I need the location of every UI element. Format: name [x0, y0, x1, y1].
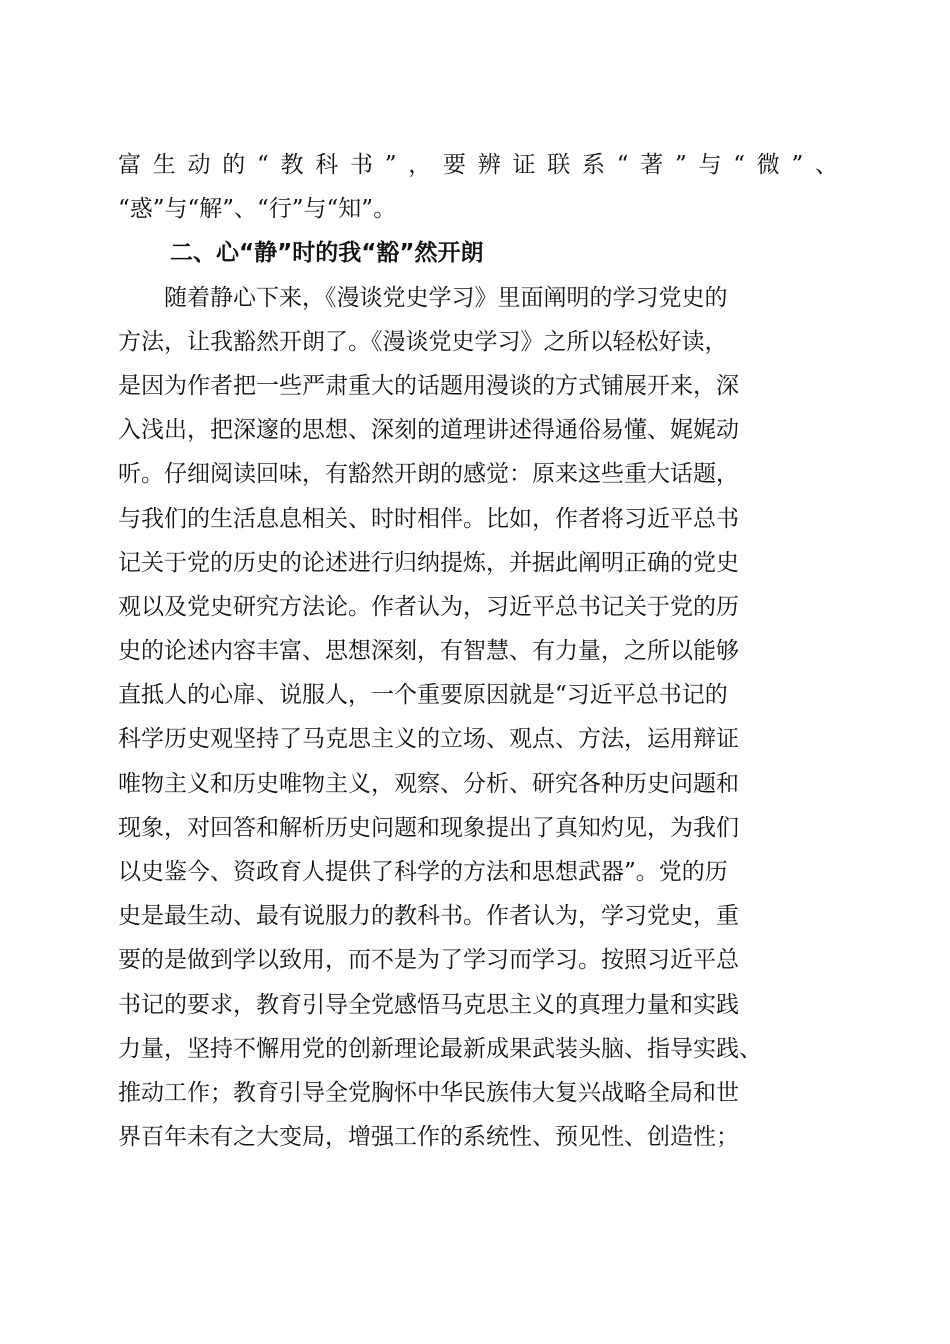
section-heading: 二、心“静”时的我“豁”然开朗 — [170, 240, 484, 267]
paragraph-line: 要的是做到学以致用，而不是为了学习而学习。按照习近平总 — [118, 947, 739, 974]
paragraph-line: 力量，坚持不懈用党的创新理论最新成果武装头脑、指导实践、 — [118, 1035, 762, 1062]
paragraph-line: 与我们的生活息息相关、时时相伴。比如，作者将习近平总书 — [118, 505, 739, 532]
paragraph-line: 观以及党史研究方法论。作者认为，习近平总书记关于党的历 — [118, 593, 739, 620]
paragraph-line: 入浅出，把深邃的思想、深刻的道理讲述得通俗易懂、娓娓动 — [118, 417, 739, 444]
paragraph-line: 听。仔细阅读回味，有豁然开朗的感觉：原来这些重大话题， — [118, 461, 739, 488]
paragraph-line: 史是最生动、最有说服力的教科书。作者认为，学习党史，重 — [118, 903, 739, 930]
paragraph-line: 以史鉴今、资政育人提供了科学的方法和思想武器”。党的历 — [118, 859, 728, 885]
paragraph-line: 唯物主义和历史唯物主义，观察、分析、研究各种历史问题和 — [118, 770, 739, 797]
document-body — [118, 143, 838, 1159]
paragraph-line: 书记的要求，教育引导全党感悟马克思主义的真理力量和实践 — [118, 991, 739, 1018]
paragraph-line: 记关于党的历史的论述进行归纳提炼，并据此阐明正确的党史 — [118, 549, 739, 576]
paragraph-line: 随着静心下来，《漫谈党史学习》里面阐明的学习党史的 — [164, 284, 728, 311]
paragraph-line: 界百年未有之大变局，增强工作的系统性、预见性、创造性； — [118, 1124, 739, 1151]
intro-line-2: “惑”与“解”、“行”与“知”。 — [118, 196, 397, 223]
intro-line-1: 富生动的“教科书”，要辨证联系“著”与“微”、 — [118, 152, 838, 178]
paragraph-line: 推动工作；教育引导全党胸怀中华民族伟大复兴战略全局和世 — [118, 1079, 739, 1106]
paragraph-line: 是因为作者把一些严肃重大的话题用漫谈的方式铺展开来，深 — [118, 372, 739, 399]
paragraph-line: 科学历史观坚持了马克思主义的立场、观点、方法，运用辩证 — [118, 726, 739, 753]
paragraph-line: 方法，让我豁然开朗了。《漫谈党史学习》之所以轻松好读， — [118, 328, 728, 355]
paragraph-line: 直抵人的心扉、说服人，一个重要原因就是“习近平总书记的 — [118, 682, 728, 709]
paragraph-line: 现象，对回答和解析历史问题和现象提出了真知灼见，为我们 — [118, 814, 739, 841]
paragraph-line: 史的论述内容丰富、思想深刻，有智慧、有力量，之所以能够 — [118, 638, 739, 665]
